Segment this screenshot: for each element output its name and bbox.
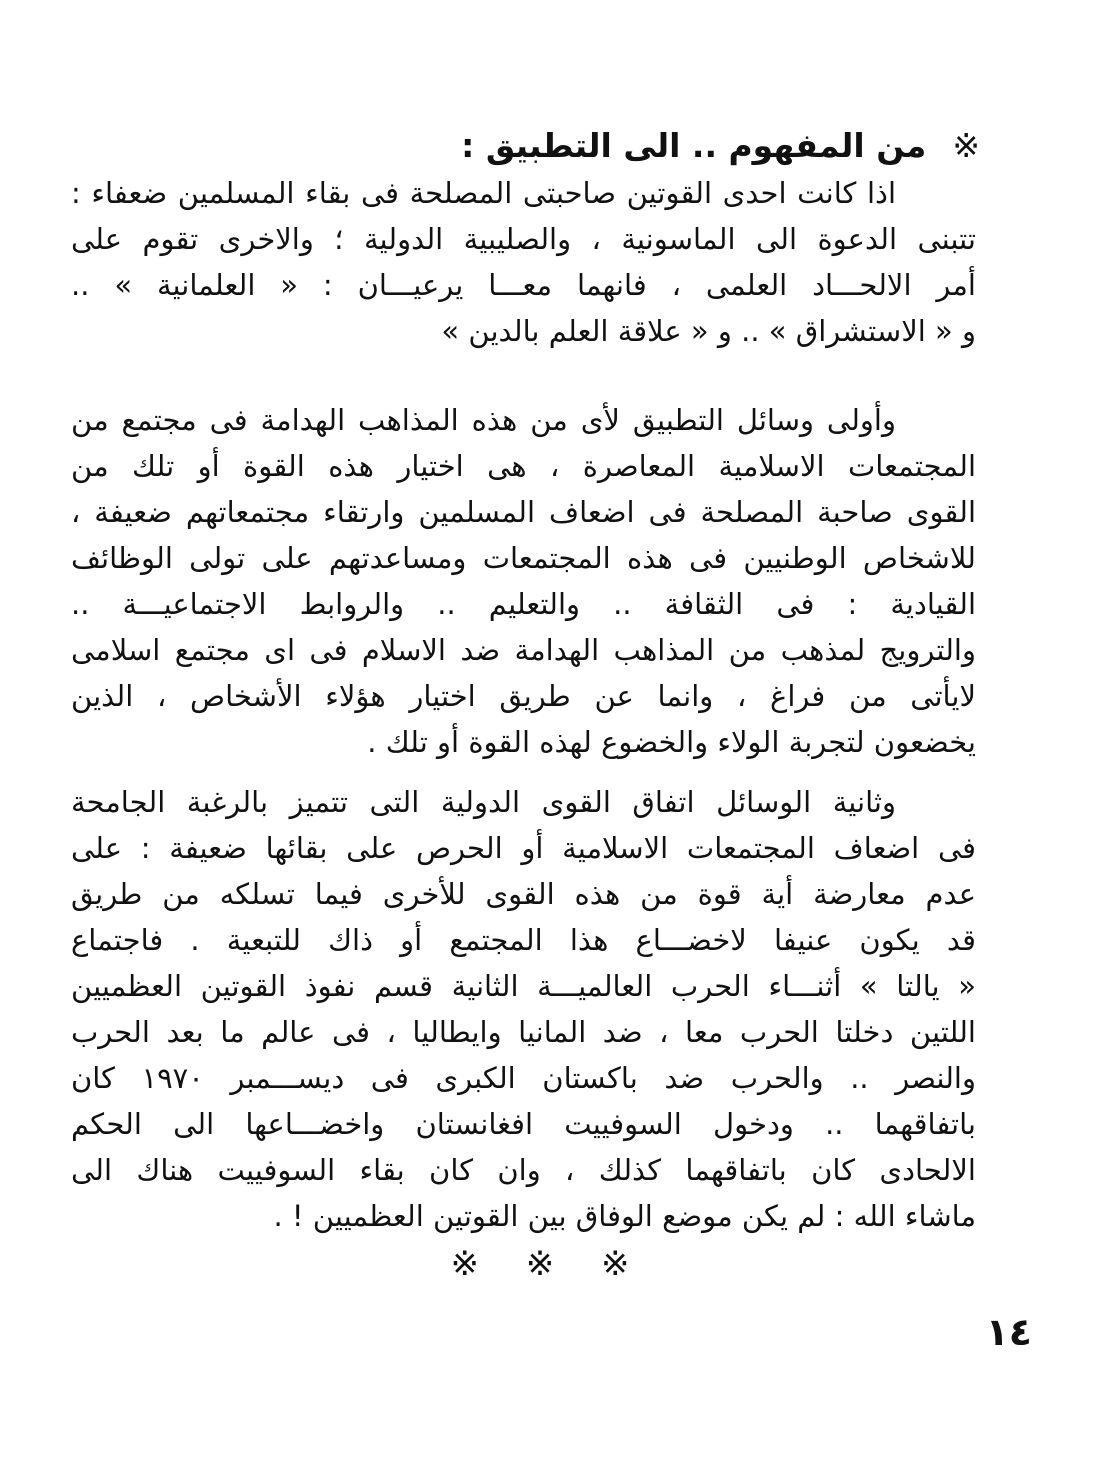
paragraph-line: والترويج لمذهب من المذاهب الهدامة ضد الاسلام فى اى مجتمع اسلامى (71, 633, 976, 667)
paragraph-3 (71, 779, 976, 1239)
paragraph-line: قد يكون عنيفا لاخضـــاع هذا المجتمع أو ذاك للتبعية . فاجتماع (71, 923, 976, 957)
section-heading-text: من المفهوم .. الى التطبيق : (461, 126, 927, 165)
section-separator: ※ ※ ※ (450, 1244, 648, 1284)
paragraph-line: فى اضعاف المجتمعات الاسلامية أو الحرص على بقائها ضعيفة : على (71, 831, 976, 865)
paragraph-line: باتفاقهما .. ودخول السوفييت افغانستان واخضـــاعها الى الحكم (71, 1107, 976, 1141)
paragraph-line: لايأتى من فراغ ، وانما عن طريق اختيار هؤلاء الأشخاص ، الذين (71, 679, 976, 713)
asterism-icon: ※ (952, 126, 980, 165)
paragraph-line: يخضعون لتجربة الولاء والخضوع لهذه القوة أو تلك . (367, 725, 976, 759)
paragraph-line: اللتين دخلتا الحرب معا ، ضد المانيا وايطاليا ، فى عالم ما بعد الحرب (71, 1015, 976, 1049)
paragraph-line: « يالتا » أثنـــاء الحرب العالميـــة الثانية قسم نفوذ القوتين العظميين (71, 969, 976, 1003)
paragraph-1 (71, 170, 976, 354)
paragraph-line: تتبنى الدعوة الى الماسونية ، والصليبية الدولية ؛ والاخرى تقوم على (71, 222, 976, 256)
paragraph-line: وثانية الوسائل اتفاق القوى الدولية التى تتميز بالرغبة الجامحة (71, 785, 896, 819)
section-heading (120, 124, 980, 168)
paragraph-line: عدم معارضة أية قوة من هذه القوى للأخرى فيما تسلكه من طريق (71, 877, 976, 911)
paragraph-line: أمر الالحـــاد العلمى ، فانهما معـــا يرعيـــان : « العلمانية » .. (71, 268, 976, 302)
paragraph-line: المجتمعات الاسلامية المعاصرة ، هى اختيار هذه القوة أو تلك من (71, 449, 976, 483)
paragraph-line: والنصر .. والحرب ضد باكستان الكبرى فى ديســـمبر ١٩٧٠ كان (71, 1061, 976, 1095)
paragraph-line: وأولى وسائل التطبيق لأى من هذه المذاهب الهدامة فى مجتمع من (71, 403, 896, 437)
paragraph-line: القوى صاحبة المصلحة فى اضعاف المسلمين وارتقاء مجتمعاتهم ضعيفة ، (71, 495, 976, 529)
paragraph-line: و « الاستشراق » .. و « علاقة العلم بالدين » (441, 314, 976, 348)
paragraph-line: ماشاء الله : لم يكن موضع الوفاق بين القوتين العظميين ! . (273, 1199, 976, 1233)
page-number: ١٤ (985, 1310, 1032, 1354)
paragraph-line: القيادية : فى الثقافة .. والتعليم .. والروابط الاجتماعيـــة .. (71, 587, 976, 621)
paragraph-line: للاشخاص الوطنيين فى هذه المجتمعات ومساعدتهم على تولى الوظائف (71, 541, 976, 575)
paragraph-2 (71, 397, 976, 765)
paragraph-line: اذا كانت احدى القوتين صاحبتى المصلحة فى بقاء المسلمين ضعفاء : (71, 176, 896, 210)
paragraph-line: الالحادى كان باتفاقهما كذلك ، وان كان بقاء السوفييت هناك الى (71, 1153, 976, 1187)
